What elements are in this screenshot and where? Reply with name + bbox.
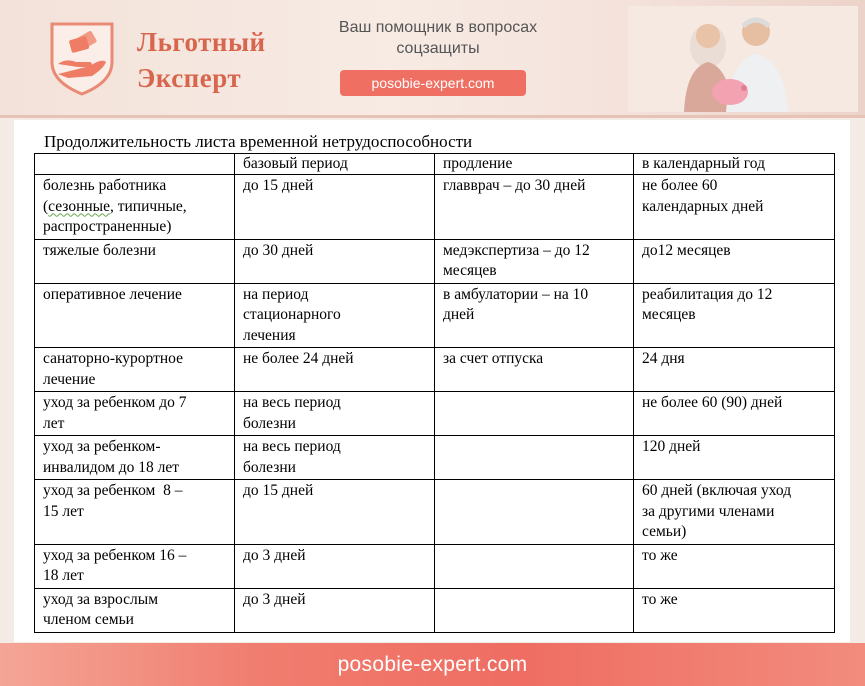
table-cell: до 15 дней (235, 175, 435, 240)
column-header-extension: продление (435, 154, 634, 175)
brand-line-1: Льготный (137, 27, 266, 57)
cell-line: уход за ребенком 16 – (43, 546, 187, 564)
cell-line: членом семьи (43, 611, 134, 628)
cell-line: уход за ребенком- (43, 438, 161, 455)
cell-line: календарных дней (642, 197, 764, 215)
column-header-case (35, 154, 235, 175)
table-row (35, 175, 835, 240)
cell-line: на весь период (243, 394, 341, 411)
table-cell: за счет отпуска (435, 348, 634, 392)
footer-banner (0, 643, 865, 686)
table-row (35, 392, 835, 436)
cell-line: лечения (243, 326, 296, 344)
table-cell (35, 175, 235, 240)
tagline-line-1: Ваш помощник в вопросах (338, 19, 538, 36)
table-cell: не более 60 (90) дней (634, 392, 835, 436)
table-cell (435, 436, 634, 480)
table-cell (435, 544, 634, 588)
cell-line: 60 дней (включая уход (642, 482, 792, 499)
table-cell: то же (634, 588, 835, 632)
cell-line: лет (43, 414, 65, 432)
cell-line: за другими членами (642, 502, 775, 520)
tagline-line-2: соцзащиты (396, 40, 480, 57)
cell-line: распространенные) (43, 218, 172, 235)
cell-line: инвалидом до 18 лет (43, 458, 180, 476)
cell-line: уход за ребенком до 7 (43, 394, 187, 411)
cell-line: болезнь работника (43, 177, 167, 194)
table-cell: оперативное лечение (35, 283, 235, 348)
cell-line: уход за ребенком 8 – (43, 482, 183, 499)
cell-line: болезни (243, 414, 296, 432)
table-row (35, 480, 835, 545)
table-cell: 120 дней (634, 436, 835, 480)
table-cell (35, 436, 235, 480)
cell-line: болезни (243, 458, 296, 476)
brand-line-2: Эксперт (137, 63, 242, 93)
cell-line: семьи) (642, 523, 687, 540)
table-cell (235, 436, 435, 480)
cell-line: 18 лет (43, 567, 84, 584)
table-row (35, 239, 835, 283)
cell-line: на период (243, 285, 309, 303)
table-cell: тяжелые болезни (35, 239, 235, 283)
table-cell (35, 588, 235, 632)
table-cell (35, 348, 235, 392)
column-header-base-period: базовый период (235, 154, 435, 175)
table-cell (634, 175, 835, 240)
sick-leave-duration-table (34, 153, 835, 633)
table-cell (235, 283, 435, 348)
site-banner (0, 0, 865, 118)
table-cell (35, 544, 235, 588)
table-row (35, 436, 835, 480)
table-cell (35, 392, 235, 436)
table-cell: до 3 дней (235, 588, 435, 632)
table-cell (435, 392, 634, 436)
table-cell (634, 480, 835, 545)
cell-text: ( (43, 197, 49, 215)
hand-money-logo-icon (44, 18, 120, 96)
cell-line: в амбулатории – на 10 (443, 285, 589, 303)
cell-line: 15 лет (43, 502, 84, 520)
cell-line: месяцев (642, 306, 696, 323)
table-title: Продолжительность листа временной нетрудоспособности (44, 132, 473, 151)
table-cell (35, 480, 235, 545)
cell-line (43, 197, 226, 218)
cell-line: стационарного (243, 306, 341, 323)
table-row (35, 544, 835, 588)
table-header-row (35, 154, 835, 175)
table-cell (235, 392, 435, 436)
cell-line: месяцев (443, 262, 497, 279)
cell-line: санаторно-курортное (43, 350, 183, 367)
cell-line: реабилитация до 12 (642, 285, 773, 303)
table-cell: 24 дня (634, 348, 835, 392)
cell-line: уход за взрослым (43, 590, 159, 608)
table-cell (435, 283, 634, 348)
table-cell: до 15 дней (235, 480, 435, 545)
table-cell (435, 588, 634, 632)
table-row (35, 588, 835, 632)
table-cell: до12 месяцев (634, 239, 835, 283)
document-page (14, 120, 850, 642)
table-cell: до 30 дней (235, 239, 435, 283)
cell-line: дней (443, 306, 475, 323)
site-url-button[interactable]: posobie-expert.com (340, 70, 526, 96)
table-cell (634, 283, 835, 348)
cell-line: на весь период (243, 438, 341, 455)
table-cell: до 3 дней (235, 544, 435, 588)
tagline (318, 17, 558, 59)
table-cell: главврач – до 30 дней (435, 175, 634, 240)
table-row (35, 283, 835, 348)
cell-line: лечение (43, 370, 96, 388)
cell-text: , типичные, (109, 197, 187, 215)
cell-line: не более 60 (642, 177, 718, 194)
column-header-per-year: в календарный год (634, 154, 835, 175)
footer-site-url[interactable]: posobie-expert.com (337, 652, 528, 676)
elderly-couple-photo (628, 6, 858, 112)
brand-name (137, 24, 266, 96)
table-cell (435, 480, 634, 545)
table-cell: то же (634, 544, 835, 588)
table-cell (435, 239, 634, 283)
table-cell: не более 24 дней (235, 348, 435, 392)
spellcheck-marked-word: сезонные (48, 197, 110, 215)
table-row (35, 348, 835, 392)
cell-line: медэкспертиза – до 12 (443, 241, 590, 259)
